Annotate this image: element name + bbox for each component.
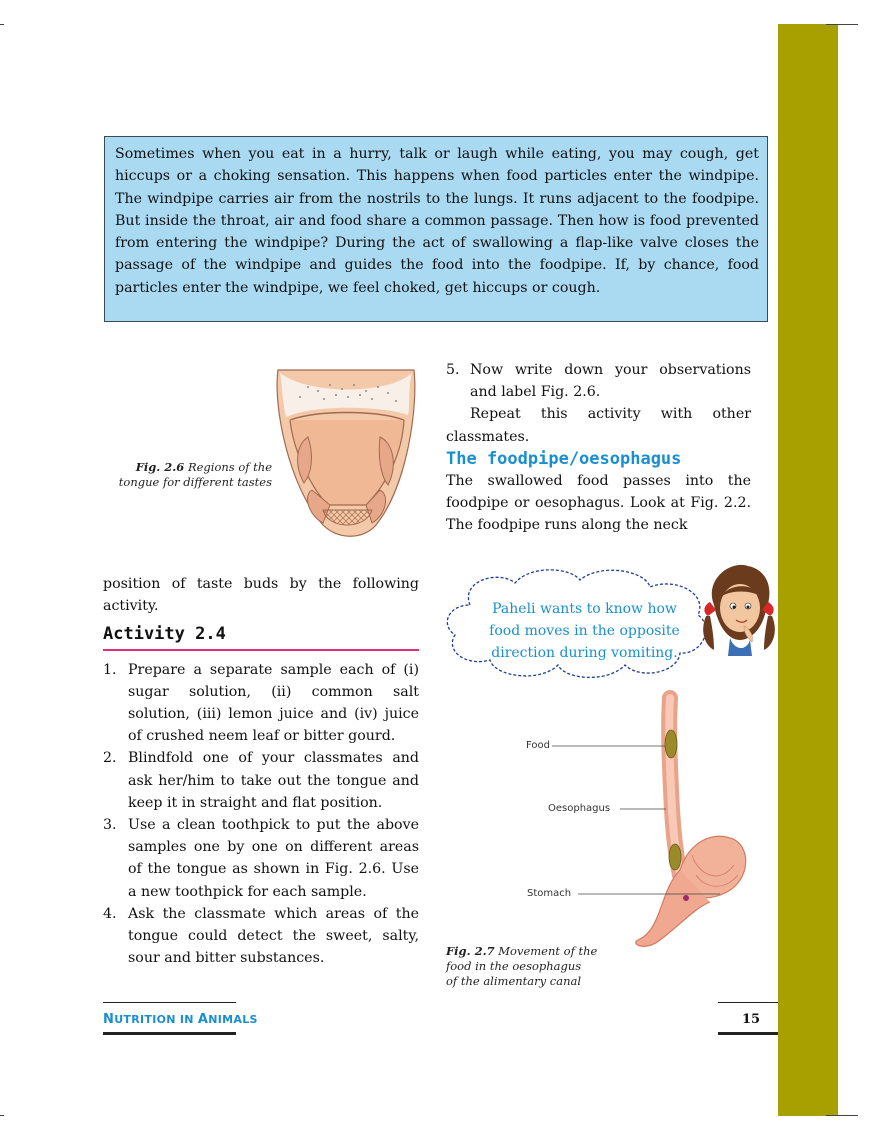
list-item-number: 4. (103, 905, 117, 922)
footer-rule-right-top (718, 1002, 778, 1003)
crop-mark (0, 24, 4, 25)
figure-2-7-caption-line3: of the alimentary canal (446, 974, 582, 988)
figure-2-7-caption (446, 944, 646, 989)
oesophagus-diagram (520, 690, 760, 950)
right-column-top (446, 359, 751, 537)
label-oesophagus: Oesophagus (548, 803, 611, 814)
foodpipe-paragraph: The swallowed food passes into the foodpipe or oesophagus. Look at Fig. 2.2. The foodpipe runs along the neck (446, 473, 751, 534)
paheli-character (700, 560, 778, 660)
footer-chapter-title (103, 1012, 258, 1027)
activity-steps (103, 659, 419, 970)
info-box (104, 136, 768, 322)
section-heading-foodpipe: The foodpipe/oesophagus (446, 448, 682, 469)
footer-rule-left-top (103, 1002, 236, 1003)
step-5-text: Now write down your observations and label Fig. 2.6. (470, 362, 751, 401)
page-number: 15 (742, 1012, 761, 1027)
step-5-number: 5. (446, 362, 460, 378)
footer-rule-right-bottom (718, 1032, 778, 1035)
crop-mark (826, 1115, 858, 1116)
crop-mark (0, 1115, 4, 1116)
activity-rule (103, 649, 419, 651)
info-box-text: Sometimes when you eat in a hurry, talk or laugh while eating, you may cough, get hiccups or a choking sensation. This happens when food particles enter the windpipe. The windpipe carries air from the nostrils to the lungs. It runs adjacent to the foodpipe. But inside the throat, air and food share a common passage. Then how is food prevented from entering the windpipe? During the act of swallowing a flap-like valve closes the passage of the windpipe and guides the food into the foodpipe. If, by chance, food particles enter the windpipe, we feel choked, get hiccups or cough. (115, 146, 759, 296)
speech-line1: Paheli wants to know how (492, 601, 677, 617)
figure-2-7-caption-line2: food in the oesophagus (446, 959, 582, 973)
page-side-band (778, 24, 838, 1116)
figure-2-6-caption (104, 460, 272, 490)
crop-mark (826, 24, 858, 25)
list-item (103, 747, 419, 814)
list-item-text: Use a clean toothpick to put the above samples one by one on different areas of the tongue as shown in Fig. 2.6. Use a new toothpick for each sample. (128, 817, 419, 900)
list-item (103, 814, 419, 903)
figure-2-6-label: Fig. 2.6 (135, 460, 185, 474)
figure-2-7-caption-line1: Movement of the (498, 944, 598, 958)
repeat-paragraph: Repeat this activity with other classmates. (446, 406, 751, 445)
figure-2-6-caption-line2: tongue for different tastes (118, 475, 272, 489)
footer-chapter-initial-a: A (197, 1012, 209, 1027)
label-stomach: Stomach (527, 888, 572, 899)
speech-line3: direction during vomiting. (491, 645, 678, 661)
list-item-text: Prepare a separate sample each of (i) sugar solution, (ii) common salt solution, (iii) lemon juice and (iv) juice of crushed neem leaf or bitter gourd. (128, 661, 419, 745)
list-item-number: 2. (103, 750, 117, 767)
speech-bubble-text (462, 598, 707, 664)
footer-rule-left-bottom (103, 1032, 236, 1035)
list-item-text: Ask the classmate which areas of the tongue could detect the sweet, salty, sour and bitter substances. (128, 905, 419, 967)
intro-paragraph: position of taste buds by the following activity. (103, 576, 419, 615)
list-item-number: 1. (103, 661, 117, 678)
tongue-illustration (268, 365, 428, 545)
list-item-text: Blindfold one of your classmates and ask her/him to take out the tongue and keep it in straight and flat position. (128, 750, 419, 811)
list-item (103, 659, 419, 748)
activity-title: Activity 2.4 (103, 624, 226, 645)
left-column (103, 573, 419, 969)
label-food: Food (526, 740, 550, 751)
footer-chapter-part1: UTRITION IN (114, 1013, 198, 1026)
step-5 (446, 359, 751, 403)
figure-2-6-caption-line1: Regions of the (187, 460, 272, 474)
footer-chapter-initial-n: N (103, 1012, 115, 1027)
footer-chapter-part2: NIMALS (208, 1013, 258, 1026)
figure-2-7-label: Fig. 2.7 (446, 944, 495, 958)
list-item (103, 903, 419, 970)
list-item-number: 3. (103, 817, 117, 834)
speech-line2: food moves in the opposite (489, 623, 680, 639)
